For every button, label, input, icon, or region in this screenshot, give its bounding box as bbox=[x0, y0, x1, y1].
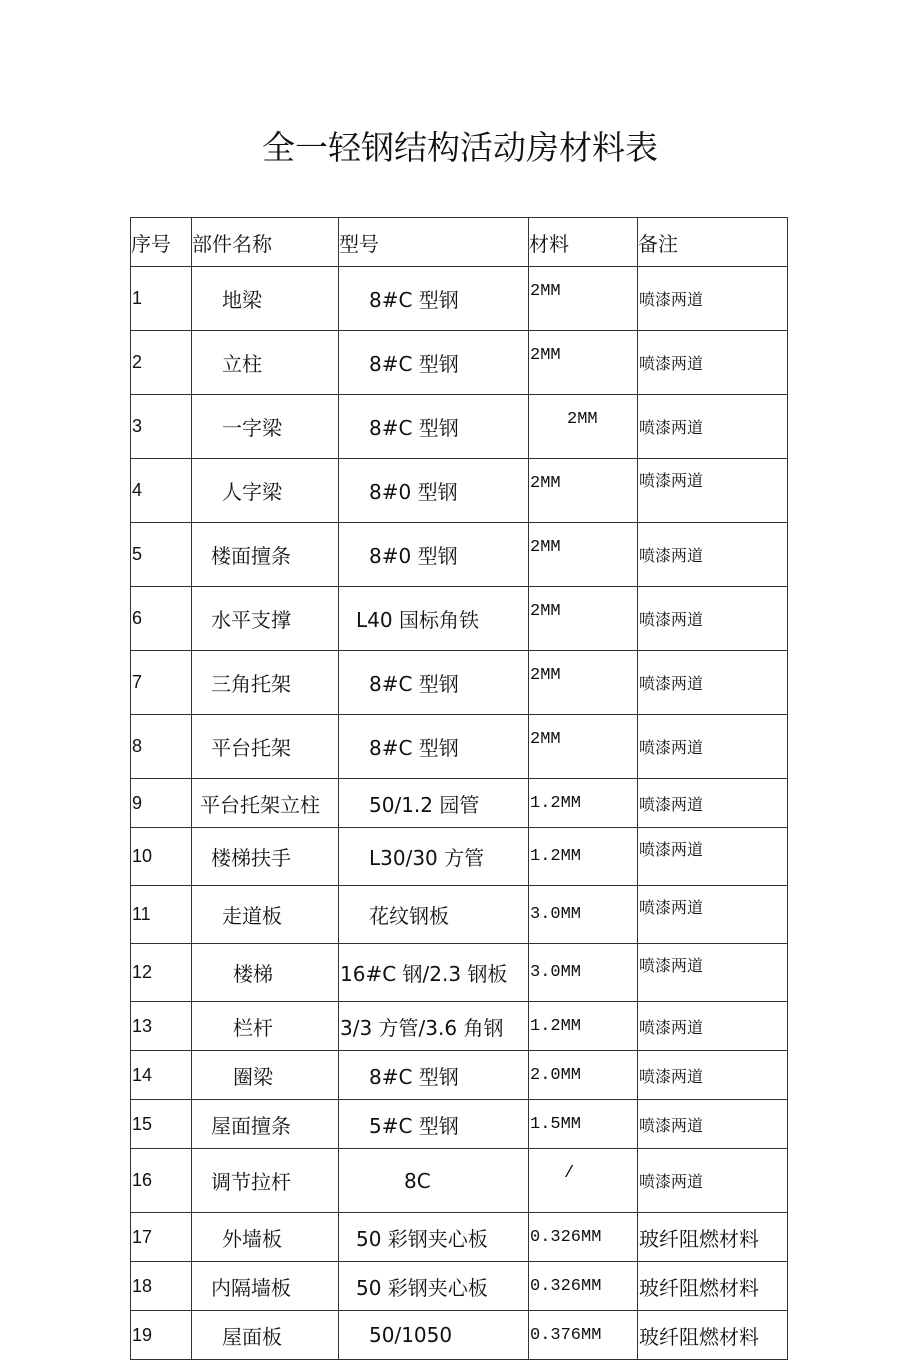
row-note: 玻纤阻燃材料 bbox=[638, 1213, 788, 1262]
row-material: 2MM bbox=[529, 267, 638, 331]
page-title: 全一轻钢结构活动房材料表 bbox=[262, 128, 658, 167]
row-no: 18 bbox=[131, 1262, 192, 1311]
row-no: 15 bbox=[131, 1100, 192, 1149]
row-part-name: 地梁 bbox=[192, 267, 339, 331]
row-note: 喷漆两道 bbox=[638, 1002, 788, 1051]
row-material: 1.5MM bbox=[529, 1100, 638, 1149]
row-material: 1.2MM bbox=[529, 828, 638, 886]
row-material: 3.0MM bbox=[529, 944, 638, 1002]
row-model: L40 国标角铁 bbox=[339, 587, 529, 651]
table-row bbox=[131, 267, 788, 331]
row-note: 喷漆两道 bbox=[638, 944, 788, 1002]
row-model: 3/3 方管/3.6 角钢 bbox=[339, 1002, 529, 1051]
row-model: L30/30 方管 bbox=[339, 828, 529, 886]
table-row bbox=[131, 944, 788, 1002]
table-row bbox=[131, 651, 788, 715]
row-model: 50/1.2 园管 bbox=[339, 779, 529, 828]
table-row bbox=[131, 779, 788, 828]
header-no: 序号 bbox=[131, 218, 192, 267]
row-no: 7 bbox=[131, 651, 192, 715]
table-row bbox=[131, 1311, 788, 1360]
table-row bbox=[131, 1213, 788, 1262]
row-no: 3 bbox=[131, 395, 192, 459]
table-row bbox=[131, 886, 788, 944]
row-material: 2MM bbox=[529, 587, 638, 651]
header-note: 备注 bbox=[638, 218, 788, 267]
row-no: 10 bbox=[131, 828, 192, 886]
row-model: 8C bbox=[339, 1149, 529, 1213]
row-model: 8#C 型钢 bbox=[339, 715, 529, 779]
row-material: 0.326MM bbox=[529, 1262, 638, 1311]
table-row bbox=[131, 1262, 788, 1311]
row-part-name: 外墙板 bbox=[192, 1213, 339, 1262]
table-row bbox=[131, 523, 788, 587]
row-no: 19 bbox=[131, 1311, 192, 1360]
row-part-name: 三角托架 bbox=[192, 651, 339, 715]
row-note: 玻纤阻燃材料 bbox=[638, 1311, 788, 1360]
row-material: 2.0MM bbox=[529, 1051, 638, 1100]
row-material: 0.326MM bbox=[529, 1213, 638, 1262]
row-note: 喷漆两道 bbox=[638, 1149, 788, 1213]
row-no: 8 bbox=[131, 715, 192, 779]
row-note: 喷漆两道 bbox=[638, 779, 788, 828]
row-material: 2MM bbox=[529, 331, 638, 395]
row-material: 2MM bbox=[529, 715, 638, 779]
row-model: 8#C 型钢 bbox=[339, 267, 529, 331]
row-note: 喷漆两道 bbox=[638, 1100, 788, 1149]
row-part-name: 内隔墙板 bbox=[192, 1262, 339, 1311]
table-row bbox=[131, 1002, 788, 1051]
table-row bbox=[131, 715, 788, 779]
row-part-name: 立柱 bbox=[192, 331, 339, 395]
row-no: 9 bbox=[131, 779, 192, 828]
table-row bbox=[131, 331, 788, 395]
row-note: 喷漆两道 bbox=[638, 267, 788, 331]
row-no: 14 bbox=[131, 1051, 192, 1100]
row-material: 2MM bbox=[529, 395, 638, 459]
table-row bbox=[131, 1100, 788, 1149]
row-model: 8#C 型钢 bbox=[339, 395, 529, 459]
row-part-name: 一字梁 bbox=[192, 395, 339, 459]
row-model: 8#0 型钢 bbox=[339, 523, 529, 587]
row-part-name: 楼面擅条 bbox=[192, 523, 339, 587]
table-row bbox=[131, 587, 788, 651]
row-note: 喷漆两道 bbox=[638, 459, 788, 523]
materials-table bbox=[130, 217, 788, 1360]
row-note: 喷漆两道 bbox=[638, 523, 788, 587]
row-part-name: 平台托架 bbox=[192, 715, 339, 779]
row-part-name: 水平支撑 bbox=[192, 587, 339, 651]
header-part: 部件名称 bbox=[192, 218, 339, 267]
row-note: 喷漆两道 bbox=[638, 331, 788, 395]
row-no: 17 bbox=[131, 1213, 192, 1262]
row-note: 喷漆两道 bbox=[638, 651, 788, 715]
row-no: 11 bbox=[131, 886, 192, 944]
row-model: 50/1050 bbox=[339, 1311, 529, 1360]
table-row bbox=[131, 1149, 788, 1213]
row-note: 喷漆两道 bbox=[638, 587, 788, 651]
row-no: 16 bbox=[131, 1149, 192, 1213]
row-note: 喷漆两道 bbox=[638, 395, 788, 459]
table-row bbox=[131, 1051, 788, 1100]
row-note: 喷漆两道 bbox=[638, 715, 788, 779]
row-part-name: 走道板 bbox=[192, 886, 339, 944]
row-part-name: 人字梁 bbox=[192, 459, 339, 523]
row-model: 50 彩钢夹心板 bbox=[339, 1262, 529, 1311]
table-header-row bbox=[131, 218, 788, 267]
row-model: 5#C 型钢 bbox=[339, 1100, 529, 1149]
row-part-name: 调节拉杆 bbox=[192, 1149, 339, 1213]
row-no: 12 bbox=[131, 944, 192, 1002]
row-part-name: 栏杆 bbox=[192, 1002, 339, 1051]
row-model: 8#C 型钢 bbox=[339, 1051, 529, 1100]
row-no: 13 bbox=[131, 1002, 192, 1051]
row-no: 6 bbox=[131, 587, 192, 651]
row-part-name: 屋面擅条 bbox=[192, 1100, 339, 1149]
row-part-name: 楼梯 bbox=[192, 944, 339, 1002]
header-material: 材料 bbox=[529, 218, 638, 267]
row-part-name: 楼梯扶手 bbox=[192, 828, 339, 886]
row-no: 4 bbox=[131, 459, 192, 523]
row-model: 8#C 型钢 bbox=[339, 331, 529, 395]
row-material: 1.2MM bbox=[529, 1002, 638, 1051]
row-part-name: 平台托架立柱 bbox=[192, 779, 339, 828]
row-material: 2MM bbox=[529, 651, 638, 715]
row-part-name: 圈梁 bbox=[192, 1051, 339, 1100]
row-note: 喷漆两道 bbox=[638, 886, 788, 944]
table-row bbox=[131, 459, 788, 523]
header-model: 型号 bbox=[339, 218, 529, 267]
row-no: 5 bbox=[131, 523, 192, 587]
row-material: 0.376MM bbox=[529, 1311, 638, 1360]
row-model: 花纹钢板 bbox=[339, 886, 529, 944]
row-model: 16#C 钢/2.3 钢板 bbox=[339, 944, 529, 1002]
row-material: 1.2MM bbox=[529, 779, 638, 828]
row-model: 8#0 型钢 bbox=[339, 459, 529, 523]
row-note: 喷漆两道 bbox=[638, 828, 788, 886]
row-material: 2MM bbox=[529, 523, 638, 587]
row-no: 1 bbox=[131, 267, 192, 331]
row-material: 2MM bbox=[529, 459, 638, 523]
row-note: 喷漆两道 bbox=[638, 1051, 788, 1100]
row-material: 3.0MM bbox=[529, 886, 638, 944]
row-model: 8#C 型钢 bbox=[339, 651, 529, 715]
row-model: 50 彩钢夹心板 bbox=[339, 1213, 529, 1262]
row-note: 玻纤阻燃材料 bbox=[638, 1262, 788, 1311]
row-part-name: 屋面板 bbox=[192, 1311, 339, 1360]
row-material: / bbox=[529, 1149, 638, 1213]
table-body bbox=[131, 267, 788, 1360]
row-no: 2 bbox=[131, 331, 192, 395]
table-row bbox=[131, 395, 788, 459]
table-row bbox=[131, 828, 788, 886]
